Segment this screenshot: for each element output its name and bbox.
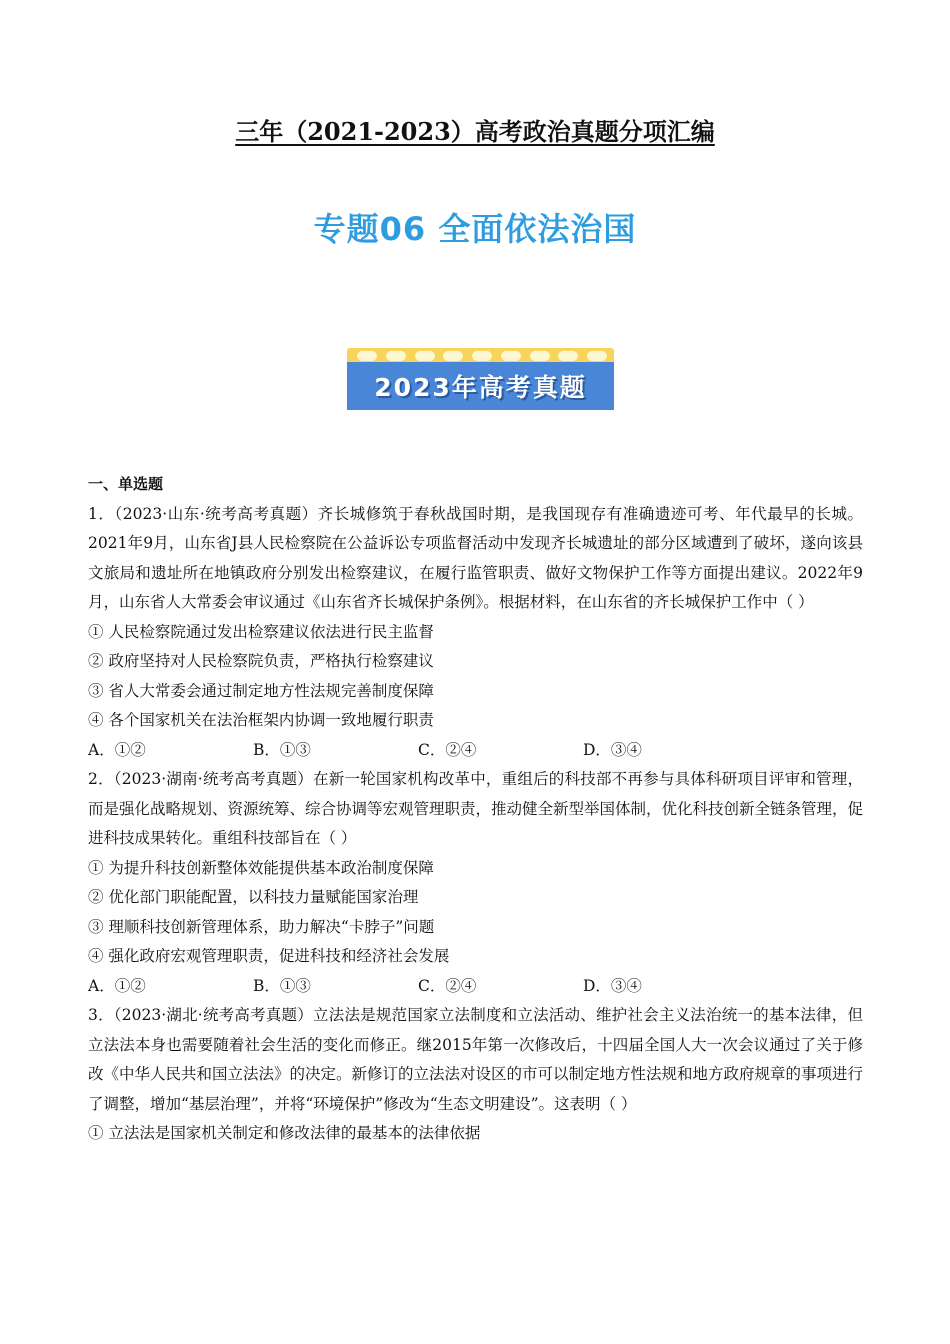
year-banner (347, 348, 614, 410)
question-text: 1．（2023·山东·统考高考真题）齐长城修筑于春秋战国时期，是我国现存有准确遗迹可考、年代最早的长城。2021年9月，山东省J县人民检察院在公益诉讼专项监督活动中发现齐长城遗址的部分区域遭到了破坏，遂向该县文旅局和遗址所在地镇政府分别发出检察建议，在履行监管职责、做好文物保护工作等方面提出建议。2022年9月，山东省人大常委会审议通过《山东省齐长城保护条例》。根据材料，在山东省的齐长城保护工作中（ ） (88, 504, 863, 611)
option-item: ③ 省人大常委会通过制定地方性法规完善制度保障 (88, 681, 434, 700)
answer-choice-c[interactable]: C．②④ (418, 976, 477, 995)
answer-choices (88, 736, 863, 766)
answer-choice-d[interactable]: D．③④ (583, 740, 642, 759)
option-item: ① 立法法是国家机关制定和修改法律的最基本的法律依据 (88, 1124, 481, 1142)
option-item: ④ 各个国家机关在法治框架内协调一致地履行职责 (88, 711, 434, 729)
document-title: 三年（2021-2023）高考政治真题分项汇编 (235, 117, 715, 146)
question-section (88, 470, 863, 1149)
topic-title: 专题06 全面依法治国 (313, 210, 637, 248)
question-3 (88, 1001, 863, 1149)
answer-choice-d[interactable]: D．③④ (583, 976, 642, 995)
option-item: ④ 强化政府宏观管理职责，促进科技和经济社会发展 (88, 947, 450, 965)
answer-choice-b[interactable]: B．①③ (253, 976, 311, 995)
answer-choice-b[interactable]: B．①③ (253, 740, 311, 759)
answer-choices (88, 972, 863, 1002)
section-heading: 一、单选题 (88, 475, 164, 493)
answer-choice-a[interactable]: A．①② (88, 740, 146, 759)
banner-label: 2023年高考真题 (374, 373, 587, 402)
answer-choice-a[interactable]: A．①② (88, 976, 146, 995)
option-item: ② 优化部门职能配置，以科技力量赋能国家治理 (88, 888, 419, 906)
question-2 (88, 765, 863, 1001)
option-item: ③ 理顺科技创新管理体系，助力解决“卡脖子”问题 (88, 917, 435, 936)
question-1 (88, 500, 863, 766)
question-text: 3．（2023·湖北·统考高考真题）立法法是规范国家立法制度和立法活动、维护社会主义法治统一的基本法律，但立法法本身也需要随着社会生活的变化而修正。继2015年第一次修改后，十四届全国人大一次会议通过了关于修改《中华人民共和国立法法》的决定。新修订的立法法对设区的市可以制定地方性法规和地方政府规章的事项进行了调整，增加“基层治理”，并将“环境保护”修改为“生态文明建设”。这表明（ ） (88, 1006, 864, 1113)
option-item: ① 人民检察院通过发出检察建议依法进行民主监督 (88, 622, 434, 641)
question-text: 2．（2023·湖南·统考高考真题）在新一轮国家机构改革中，重组后的科技部不再参与具体科研项目评审和管理，而是强化战略规划、资源统筹、综合协调等宏观管理职责，推动健全新型举国体制，优化科技创新全链条管理，促进科技成果转化。重组科技部旨在（ ） (88, 770, 864, 847)
answer-choice-c[interactable]: C．②④ (418, 740, 477, 759)
option-item: ② 政府坚持对人民检察院负责，严格执行检察建议 (88, 652, 434, 670)
option-item: ① 为提升科技创新整体效能提供基本政治制度保障 (88, 858, 434, 877)
